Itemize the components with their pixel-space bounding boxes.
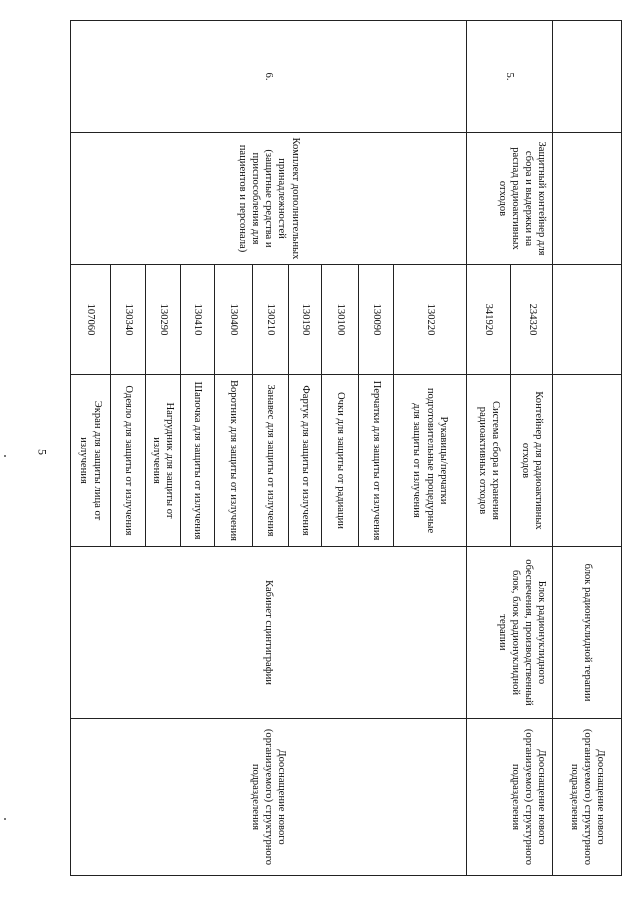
equipment-table	[70, 20, 622, 876]
item-code: 130100	[322, 265, 359, 375]
item-code: 130400	[214, 265, 252, 375]
item-code: 341920	[467, 265, 511, 375]
block-name: блок радионуклидной терапии	[553, 547, 622, 719]
item-code: 130290	[146, 265, 180, 375]
item-code: 130210	[252, 265, 289, 375]
row-number: 6.	[71, 21, 467, 133]
note: Дооснащение нового (организуемого) структурного подразделения	[467, 719, 553, 876]
page-number: 5	[35, 449, 50, 455]
cell-empty	[553, 265, 622, 375]
item-name: Рукавицы/перчатки подготовительные процедурные для защиты от излучения	[394, 375, 467, 547]
equipment-name: Комплект дополнительных принадлежностей (защитные средства и приспособления для пациентов и персонала)	[71, 133, 467, 265]
item-code: 130340	[110, 265, 145, 375]
item-code: 130090	[358, 265, 393, 375]
item-name: Перчатки для защиты от излучения	[358, 375, 393, 547]
item-name: Шапочка для защиты от излучения	[180, 375, 214, 547]
table-row	[511, 21, 553, 876]
item-name: Занавес для защиты от излучения	[252, 375, 289, 547]
item-code: 130410	[180, 265, 214, 375]
item-name: Система сбора и хранения радиоактивных отходов	[467, 375, 511, 547]
item-code: 130190	[289, 265, 322, 375]
equipment-name: Защитный контейнер для сбора и выдержки на распад радиоактивных отходов	[467, 133, 553, 265]
scan-mark	[4, 818, 6, 820]
item-code: 107060	[71, 265, 111, 375]
item-name: Одеяло для защиты от излучения	[110, 375, 145, 547]
block-name: Блок радионуклидного обеспечения, производственный блок, блок радионуклидной терапии	[467, 547, 553, 719]
block-name: Кабинет сцинтиграфии	[71, 547, 467, 719]
table-row	[394, 21, 467, 876]
cell-empty	[553, 21, 622, 133]
item-name: Контейнер для радиоактивных отходов	[511, 375, 553, 547]
scan-mark	[4, 455, 6, 457]
row-number: 5.	[467, 21, 553, 133]
item-name: Нагрудник для защиты от излучения	[146, 375, 180, 547]
note: Дооснащение нового (организуемого) структурного подразделения	[71, 719, 467, 876]
item-name: Воротник для защиты от излучения	[214, 375, 252, 547]
cell-empty	[553, 133, 622, 265]
table-row	[553, 21, 622, 876]
note: Дооснащение нового (организуемого) структурного подразделения	[553, 719, 622, 876]
item-code: 234320	[511, 265, 553, 375]
item-name: Очки для защиты от радиации	[322, 375, 359, 547]
item-name: Экран для защиты лица от излучения	[71, 375, 111, 547]
item-code: 130220	[394, 265, 467, 375]
cell-empty	[553, 375, 622, 547]
item-name: Фартук для защиты от излучения	[289, 375, 322, 547]
